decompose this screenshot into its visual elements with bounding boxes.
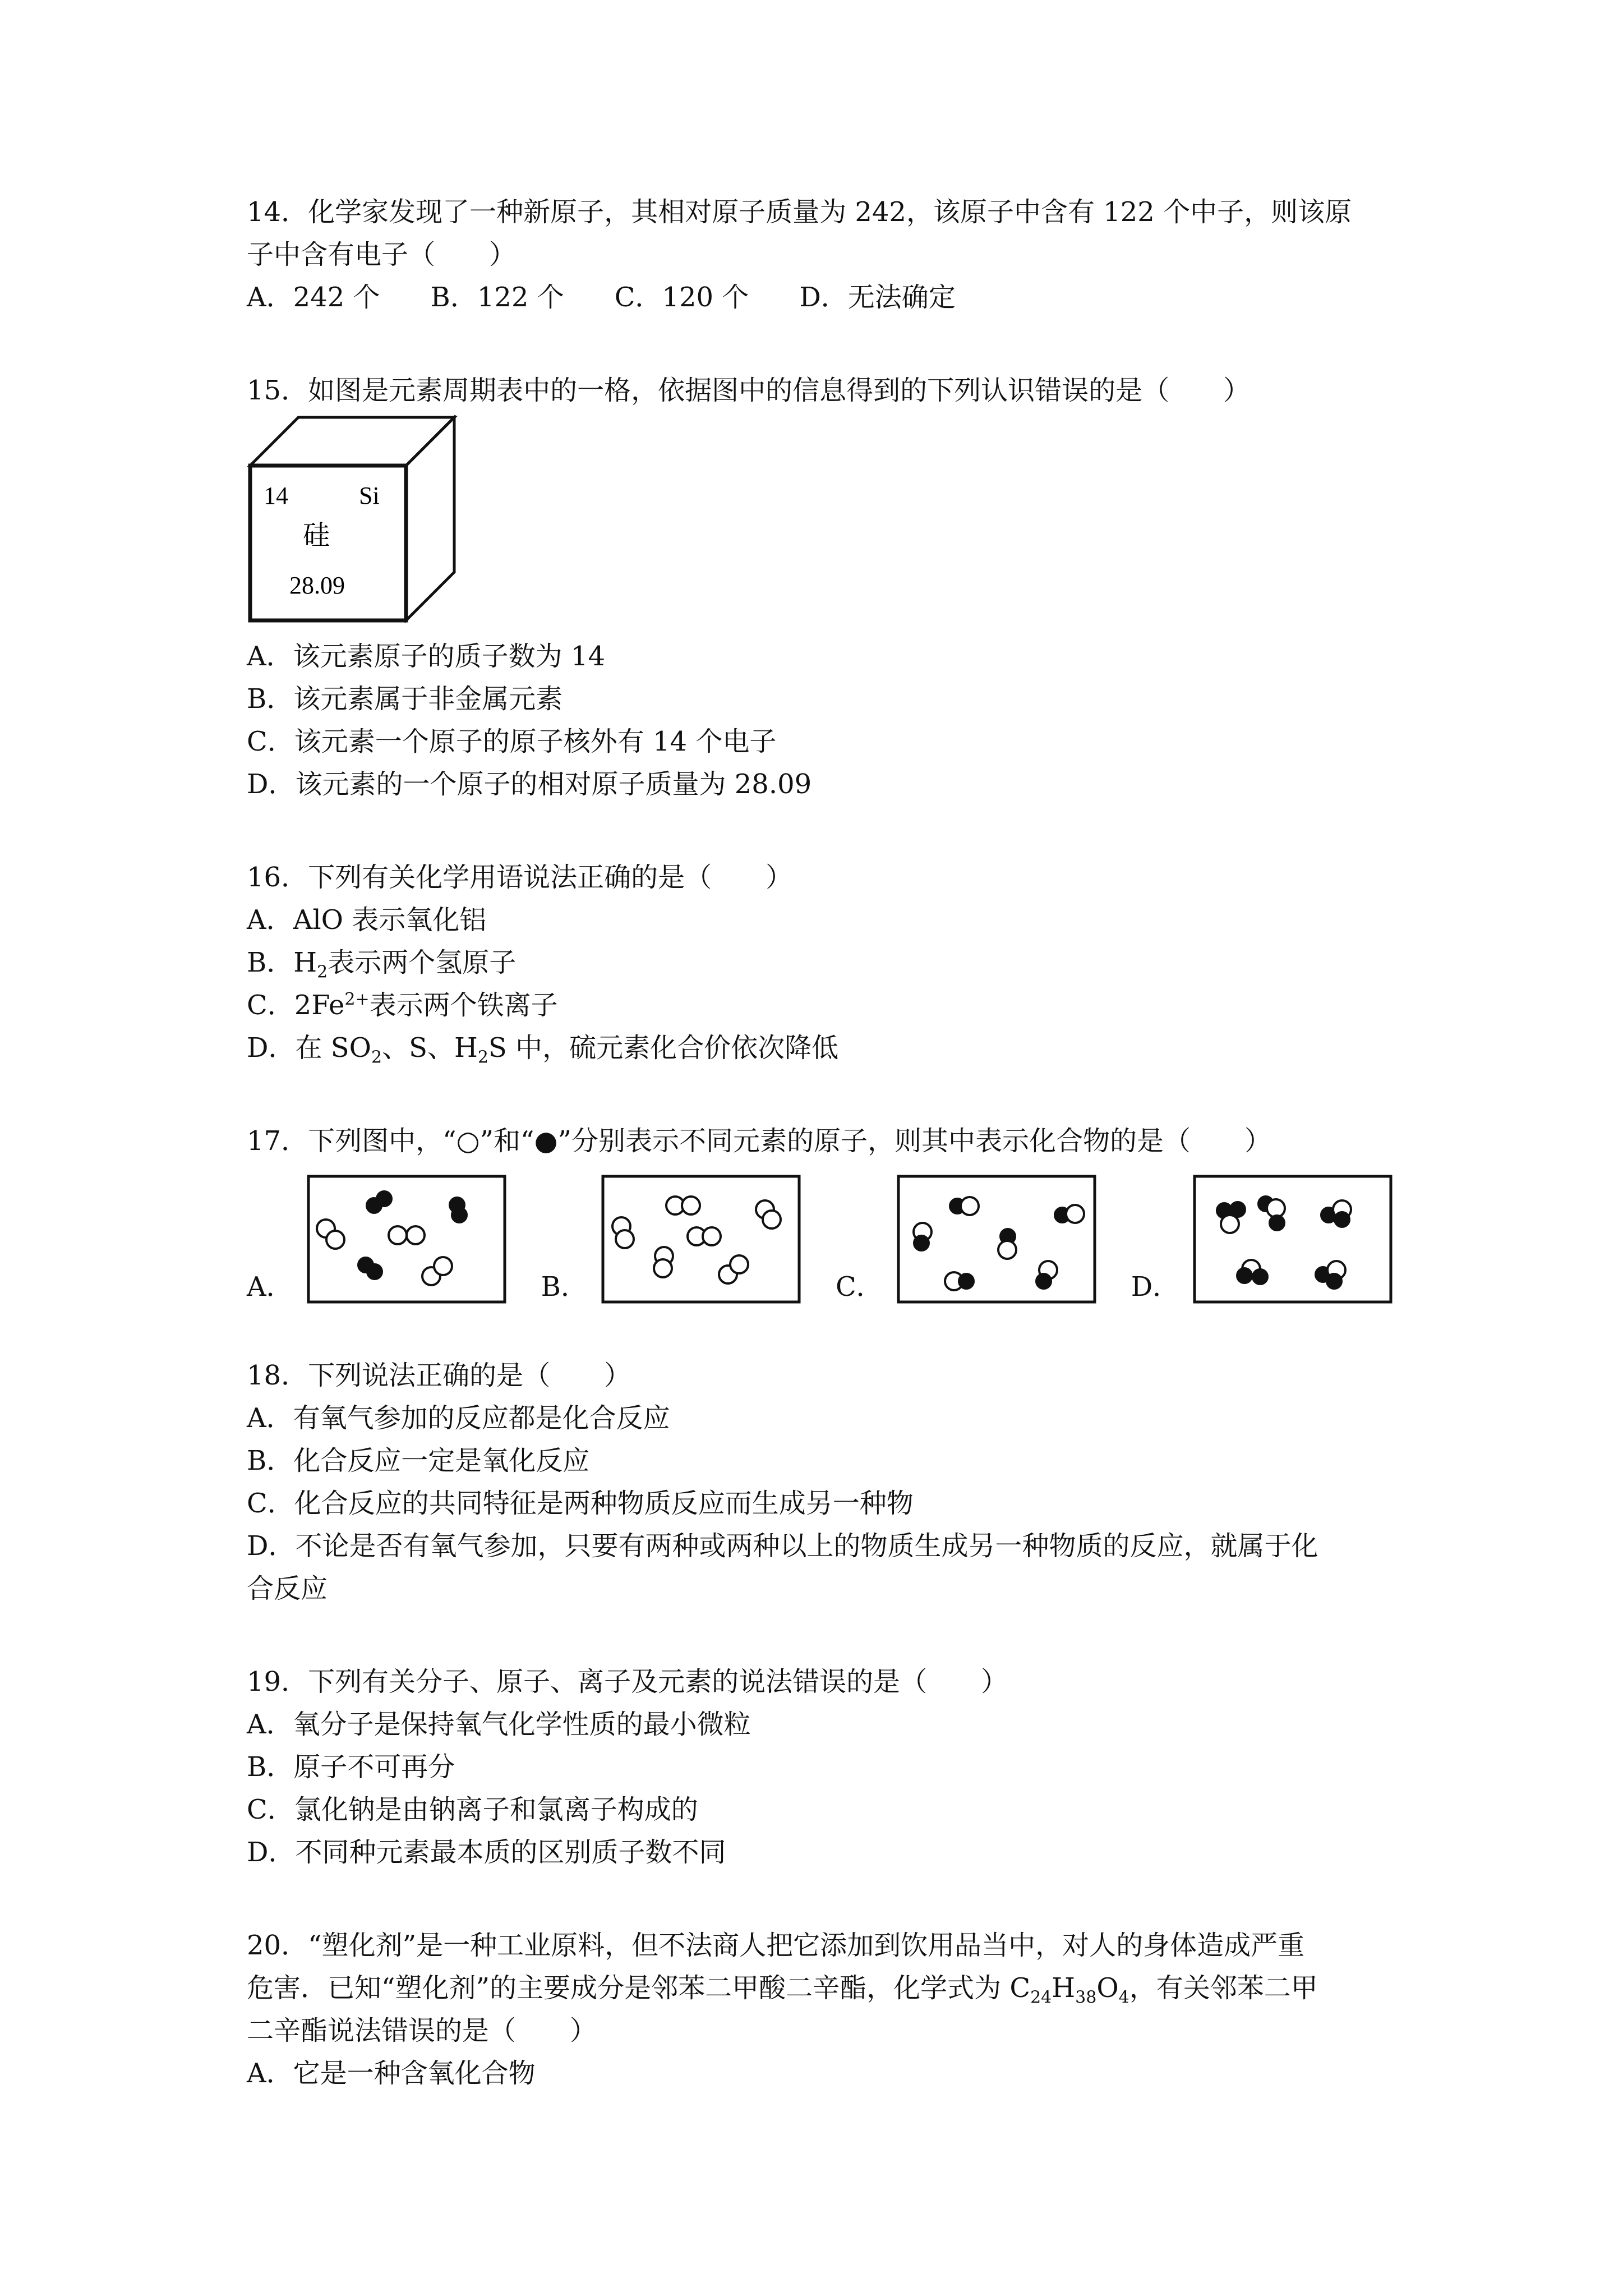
option-d: [247, 1027, 1385, 1069]
question-20-stem-line2-prefix: 危害．已知“塑化剂”的主要成分是邻苯二甲酸二辛酯，化学式为 C: [247, 1972, 1031, 2004]
option-d-prefix: D．在 SO: [247, 1032, 371, 1064]
option-d-suffix: S 中，硫元素化合价依次降低: [488, 1032, 839, 1064]
question-20-stem-line2: [247, 1967, 1385, 2009]
option-c: C．氯化钠是由钠离子和氯离子构成的: [247, 1794, 698, 1825]
question-19: [247, 1660, 1385, 1874]
option-a: A．AlO 表示氧化铝: [247, 904, 487, 936]
molecule-option-a: [247, 1175, 506, 1304]
question-20-stem-line2-suffix: ，有关邻苯二甲: [1129, 1972, 1318, 2004]
option-d: D．该元素的一个原子的相对原子质量为 28.09: [247, 769, 812, 800]
question-20: [247, 1924, 1385, 2095]
subscript: 2: [371, 1047, 382, 1068]
option-b: [247, 941, 1385, 984]
question-15-stem: 15．如图是元素周期表中的一格，依据图中的信息得到的下列认识错误的是（ ）: [247, 375, 1251, 406]
subscript: 2: [317, 962, 328, 982]
subscript: 2: [477, 1047, 488, 1068]
subscript: 24: [1030, 1987, 1052, 2008]
option-d-label: D．: [1131, 1271, 1180, 1303]
molecule-box-b: [601, 1175, 801, 1304]
element-atomic-number: 14: [264, 482, 288, 509]
option-c: C．该元素一个原子的原子核外有 14 个电子: [247, 726, 777, 757]
question-15: [247, 369, 1385, 806]
option-d-line2: 合反应: [247, 1573, 328, 1604]
question-17-stem: 17．下列图中，“○”和“●”分别表示不同元素的原子，则其中表示化合物的是（ ）: [247, 1125, 1272, 1157]
option-d: D．不同种元素最本质的区别质子数不同: [247, 1837, 726, 1868]
question-16-stem: 16．下列有关化学用语说法正确的是（ ）: [247, 862, 793, 893]
molecule-option-d: [1131, 1175, 1393, 1304]
element-atomic-mass: 28.09: [289, 572, 345, 599]
question-18: [247, 1354, 1385, 1610]
document-page: [247, 191, 1385, 2145]
molecule-option-b: [541, 1175, 801, 1304]
element-cell-figure: [247, 415, 460, 623]
option-a: A．氧分子是保持氧气化学性质的最小微粒: [247, 1709, 751, 1740]
question-20-stem-line1: 20．“塑化剂”是一种工业原料，但不法商人把它添加到饮用品当中，对人的身体造成严重: [247, 1930, 1305, 1961]
option-c-prefix: C．2Fe: [247, 990, 345, 1021]
option-a: A．有氧气参加的反应都是化合反应: [247, 1402, 670, 1434]
option-b: B．原子不可再分: [247, 1751, 455, 1783]
option-a: A．它是一种含氧化合物: [247, 2058, 536, 2089]
option-c-label: C．: [835, 1271, 883, 1303]
option-d: D．无法确定: [799, 282, 956, 313]
molecule-box-c: [897, 1175, 1096, 1304]
option-b-label: B．: [541, 1271, 588, 1303]
question-14-stem-line2: 子中含有电子（ ）: [247, 239, 517, 270]
option-c: C．化合反应的共同特征是两种物质反应而生成另一种物: [247, 1488, 914, 1519]
option-c: [247, 984, 1385, 1027]
question-20-stem-line3: 二辛酯说法错误的是（ ）: [247, 2015, 597, 2046]
formula-o: O: [1096, 1972, 1119, 2004]
question-14: [247, 191, 1385, 319]
molecule-box-a: [307, 1175, 506, 1304]
option-b-suffix: 表示两个氢原子: [328, 947, 517, 978]
molecule-option-c: [836, 1175, 1096, 1304]
question-14-stem-line1: 14．化学家发现了一种新原子，其相对原子质量为 242，该原子中含有 122 个中子，则该原: [247, 196, 1352, 228]
subscript: 4: [1118, 1987, 1129, 2008]
option-d-line1: D．不论是否有氧气参加，只要有两种或两种以上的物质生成另一种物质的反应，就属于化: [247, 1530, 1318, 1562]
element-name: 硅: [303, 521, 330, 550]
superscript: 2+: [344, 990, 370, 1009]
question-16: [247, 856, 1385, 1069]
element-cell-svg: [247, 415, 460, 623]
option-c: C．120 个: [614, 282, 749, 313]
option-d-middle: 、S、H: [382, 1032, 478, 1064]
option-b-prefix: B．H: [247, 947, 317, 978]
element-symbol: Si: [359, 482, 380, 509]
question-14-options: [247, 276, 1385, 319]
subscript: 38: [1075, 1987, 1097, 2008]
formula-h: H: [1052, 1972, 1076, 2004]
option-a-label: A．: [247, 1271, 293, 1303]
question-17: [247, 1120, 1385, 1304]
option-b: B．该元素属于非金属元素: [247, 683, 563, 715]
option-a: A．242 个: [247, 282, 380, 313]
molecule-box-d: [1193, 1175, 1393, 1304]
question-19-stem: 19．下列有关分子、原子、离子及元素的说法错误的是（ ）: [247, 1666, 1008, 1697]
option-a: A．该元素原子的质子数为 14: [247, 641, 606, 672]
question-18-stem: 18．下列说法正确的是（ ）: [247, 1360, 631, 1391]
option-c-suffix: 表示两个铁离子: [369, 990, 558, 1021]
molecule-diagram-row: [247, 1175, 1385, 1304]
option-b: B．化合反应一定是氧化反应: [247, 1445, 590, 1476]
option-b: B．122 个: [430, 282, 564, 313]
